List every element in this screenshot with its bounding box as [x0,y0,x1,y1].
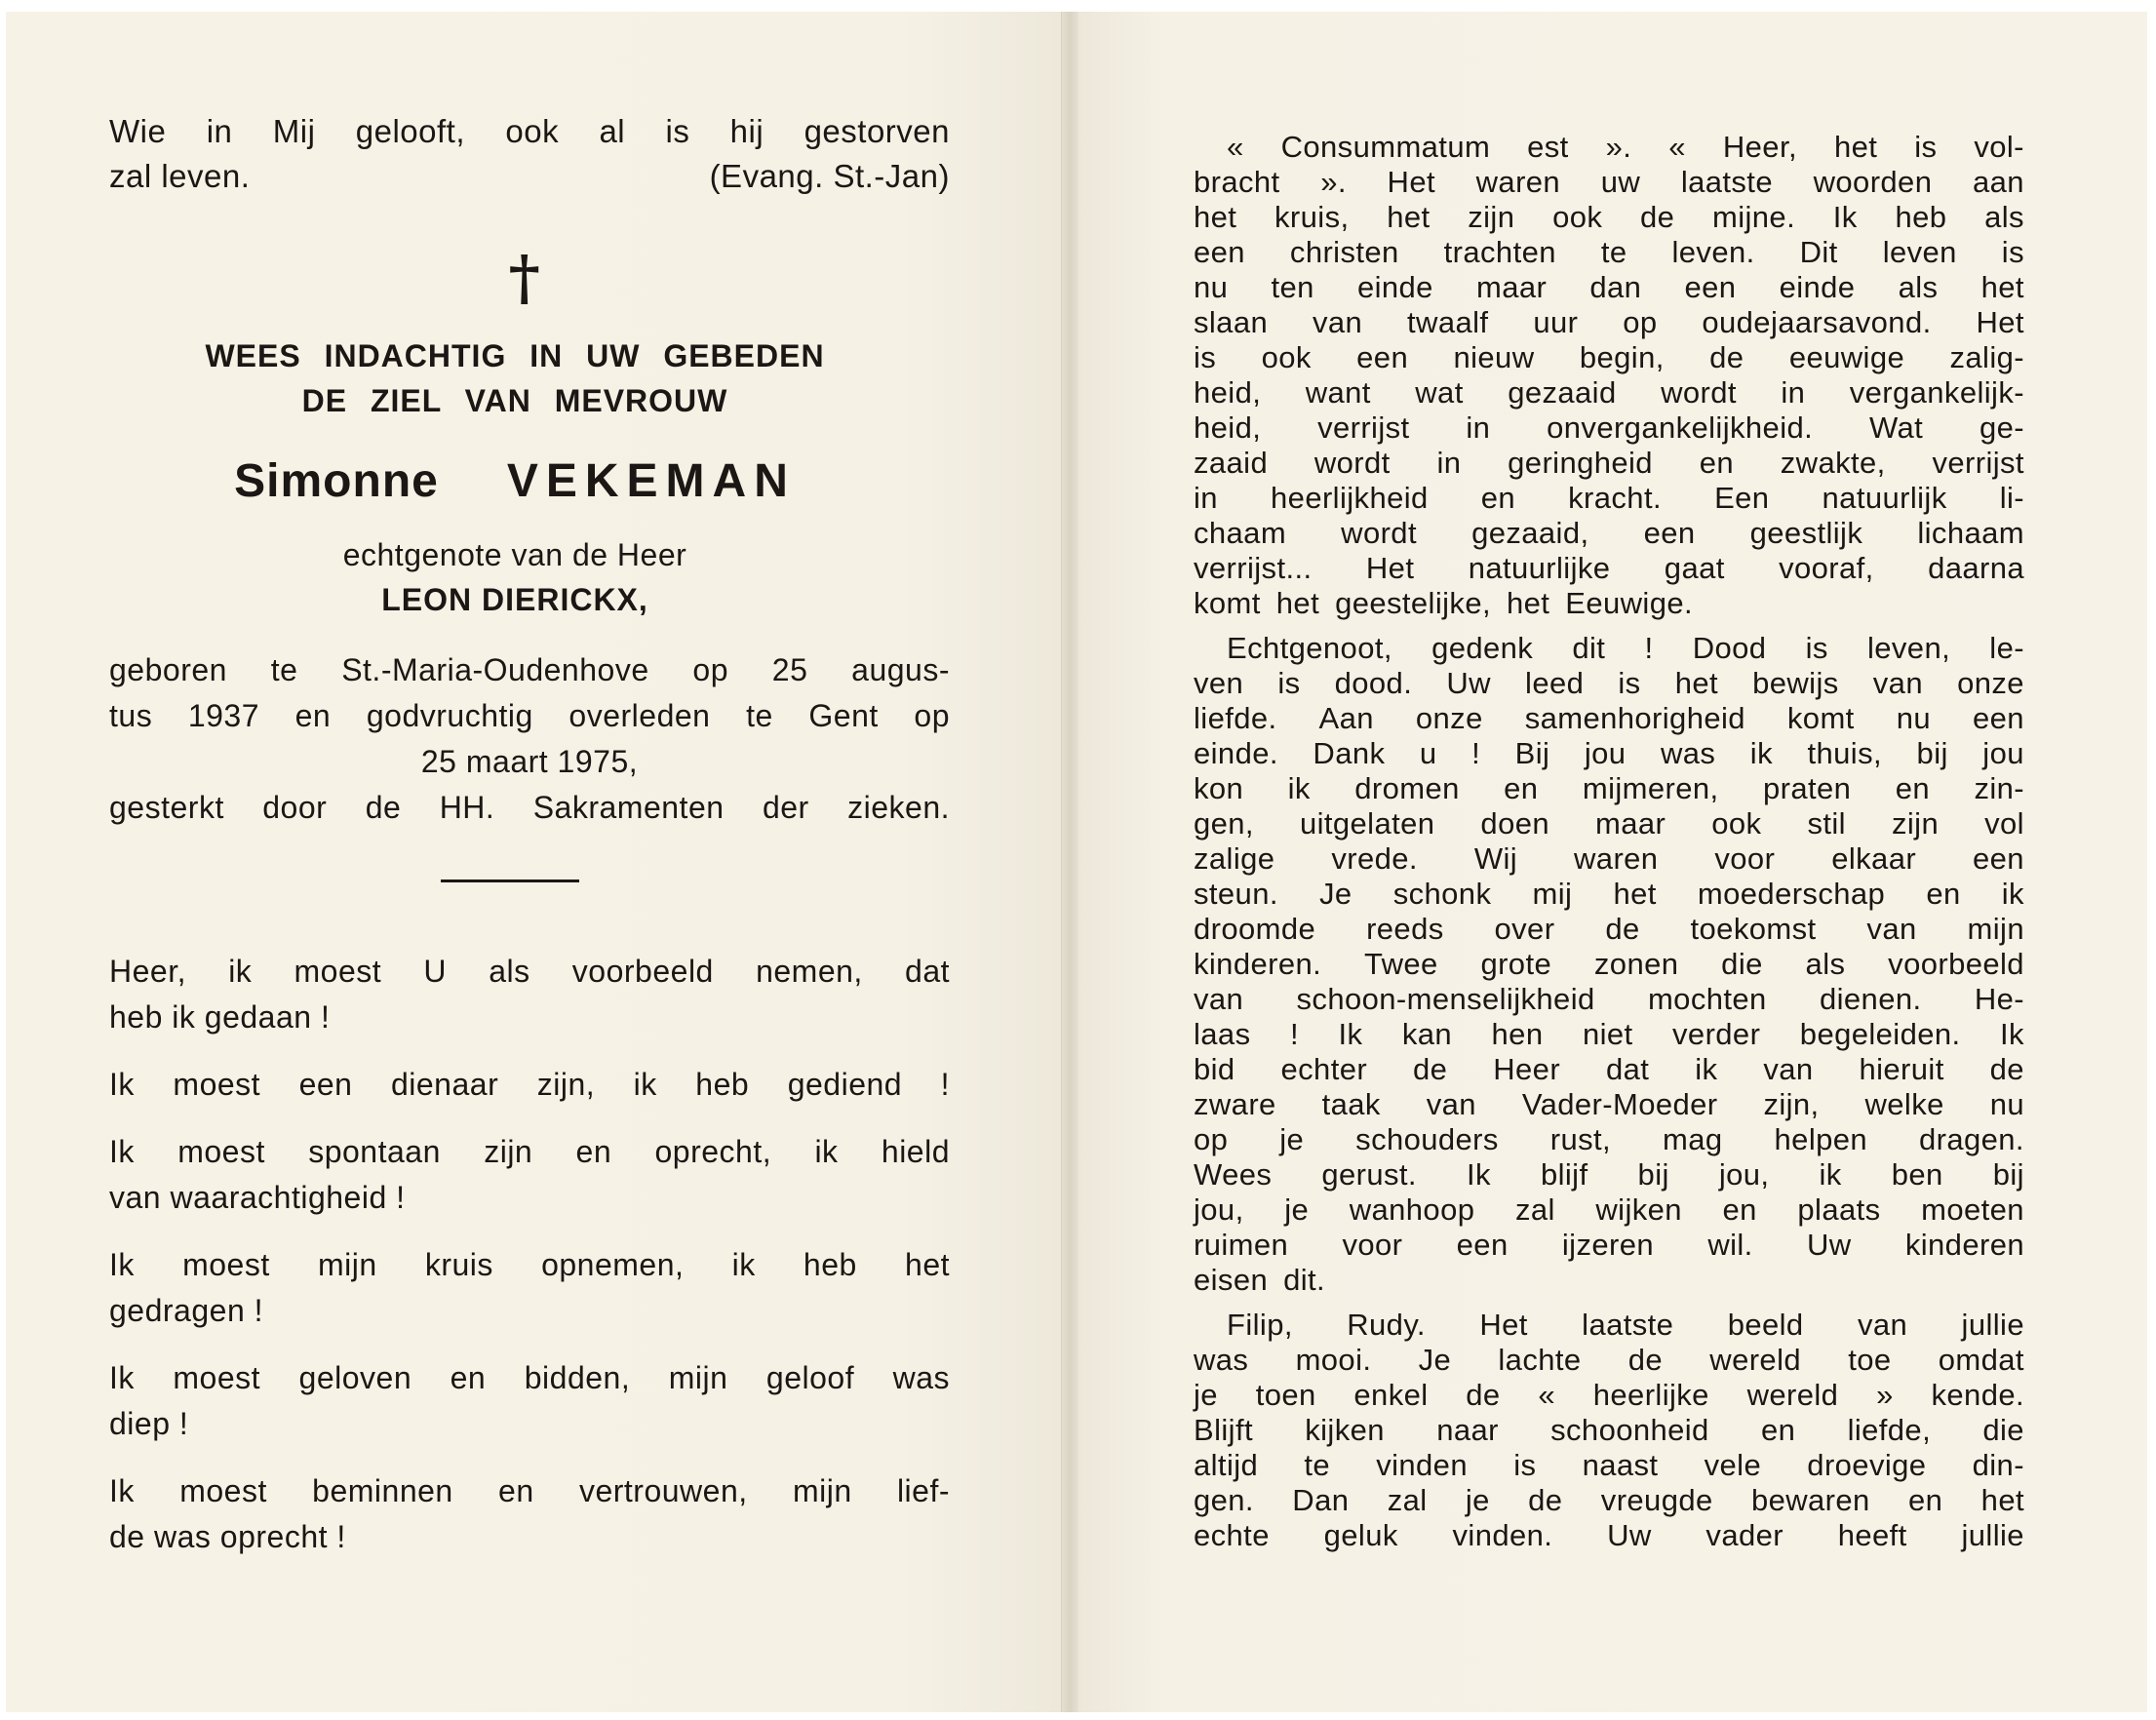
paragraph-line: Wees gerust. Ik blijf bij jou, ik ben bij [1194,1157,2024,1192]
paragraph-line: verrijst... Het natuurlijke gaat vooraf, daarna [1194,551,2024,585]
bible-verse-line-1: Wie in Mij gelooft, ook al is hij gestorven [109,113,950,149]
paragraph-line: « Consummatum est ». « Heer, het is vol- [1227,130,2024,164]
prayer-list [109,949,950,1560]
paragraph-line: kon ik dromen en mijmeren, praten en zin- [1194,771,2024,805]
deceased-last-name: VEKEMAN [506,455,796,507]
paragraph-line: een christen trachten te leven. Dit leven is [1194,235,2024,269]
heading-line-1: WEES INDACHTIG IN UW GEBEDEN [205,338,825,373]
prayer-line: Ik moest geloven en bidden, mijn geloof was [109,1360,950,1395]
paragraph-line: je toen enkel de « heerlijke wereld » kende. [1194,1378,2024,1412]
divider-line [441,880,579,882]
deceased-name [80,452,950,511]
prayer-line: diep ! [109,1406,189,1441]
paragraph-line: is ook een nieuw begin, de eeuwige zalig- [1194,340,2024,374]
paragraph-line: heid, verrijst in onvergankelijkheid. Wat ge- [1194,410,2024,445]
paragraph-line: einde. Dank u ! Bij jou was ik thuis, bij jou [1194,736,2024,770]
bio-line: tus 1937 en godvruchtig overleden te Gent op [109,698,950,733]
paragraph-line: Echtgenoot, gedenk dit ! Dood is leven, le- [1227,631,2024,665]
prayer-line: gedragen ! [109,1293,264,1328]
bio-line: geboren te St.-Maria-Oudenhove op 25 augus- [109,652,950,687]
heading-line-2: DE ZIEL VAN MEVROUW [301,383,728,418]
bio-line: 25 maart 1975, [420,744,639,779]
paragraph-line: laas ! Ik kan hen niet verder begeleiden. Ik [1194,1017,2024,1051]
paragraph-line: het kruis, het zijn ook de mijne. Ik heb als [1194,200,2024,234]
paragraph-line: jou, je wanhoop zal wijken en plaats moeten [1194,1192,2024,1227]
card-fold [1061,12,1080,1712]
paragraph-line: zware taak van Vader-Moeder zijn, welke nu [1194,1087,2024,1121]
paragraph-line: slaan van twaalf uur op oudejaarsavond. Het [1194,305,2024,339]
paragraph [1194,1308,2024,1553]
paragraph-line: nu ten einde maar dan een einde als het [1194,270,2024,304]
paragraph-line: was mooi. Je lachte de wereld toe omdat [1194,1343,2024,1377]
bible-verse-line-2 [109,154,950,199]
bible-verse-source: (Evang. St.-Jan) [709,158,950,194]
prayer-item [109,1242,950,1334]
paragraph-line: droomde reeds over de toekomst van mijn [1194,912,2024,946]
prayer-item [109,1468,950,1560]
cross-icon: † [508,242,541,313]
prayer-line: heb ik gedaan ! [109,999,331,1035]
paragraph [1194,130,2024,621]
paragraph-line: ruimen voor een ijzeren wil. Uw kinderen [1194,1228,2024,1262]
left-page-content [109,109,950,1582]
paragraph-line: ven is dood. Uw leed is het bewijs van onze [1194,666,2024,700]
paragraph-line: chaam wordt gezaaid, een geestlijk lichaam [1194,516,2024,550]
paragraph-line: altijd te vinden is naast vele droevige din- [1194,1448,2024,1482]
paragraph-line: komt het geestelijke, het Eeuwige. [1194,586,1694,620]
paragraph-line: echte geluk vinden. Uw vader heeft jullie [1194,1518,2024,1552]
prayer-item [109,1129,950,1221]
spouse-name: LEON DIERICKX, [381,582,648,617]
prayer-line: Ik moest een dienaar zijn, ik heb gediend ! [109,1067,950,1102]
biography [109,647,950,831]
paragraph-line: zaaid wordt in geringheid en zwakte, verrijst [1194,446,2024,480]
bible-verse-text: zal leven. [109,158,251,194]
paragraph-line: gen. Dan zal je de vreugde bewaren en het [1194,1483,2024,1517]
spouse-intro: echtgenote van de Heer [342,537,687,572]
deceased-first-name: Simonne [234,455,439,507]
prayer-item [109,949,950,1040]
paragraph-line: gen, uitgelaten doen maar ook stil zijn vol [1194,806,2024,840]
paragraph-line: liefde. Aan onze samenhorigheid komt nu een [1194,701,2024,735]
paragraph-line: heid, want wat gezaaid wordt in vergankelijk- [1194,375,2024,410]
paragraph-line: op je schouders rust, mag helpen dragen. [1194,1122,2024,1156]
prayer-line: Ik moest beminnen en vertrouwen, mijn lief- [109,1473,950,1508]
prayer-line: Heer, ik moest U als voorbeeld nemen, dat [109,954,950,989]
prayer-line: Ik moest mijn kruis opnemen, ik heb het [109,1247,950,1282]
paragraph-line: steun. Je schonk mij het moederschap en ik [1194,877,2024,911]
paragraph-line: van schoon-menselijkheid mochten dienen. He- [1194,982,2024,1016]
paragraph-line: Blijft kijken naar schoonheid en liefde, die [1194,1413,2024,1447]
prayer-item [109,1062,950,1108]
paragraph-line: eisen dit. [1194,1263,1326,1297]
prayer-line: van waarachtigheid ! [109,1180,406,1215]
paragraph-line: bid echter de Heer dat ik van hieruit de [1194,1052,2024,1086]
paragraph-line: Filip, Rudy. Het laatste beeld van jullie [1227,1308,2024,1342]
paragraph-line: zalige vrede. Wij waren voor elkaar een [1194,841,2024,876]
paragraph [1194,631,2024,1298]
paragraph-line: bracht ». Het waren uw laatste woorden aan [1194,165,2024,199]
right-page-content [1194,130,2024,1563]
paragraph-line: kinderen. Twee grote zonen die als voorbeeld [1194,947,2024,981]
prayer-line: Ik moest spontaan zijn en oprecht, ik hield [109,1134,950,1169]
prayer-line: de was oprecht ! [109,1519,346,1554]
bio-line: gesterkt door de HH. Sakramenten der zieken. [109,790,950,825]
paragraph-line: in heerlijkheid en kracht. Een natuurlijk li- [1194,481,2024,515]
prayer-item [109,1355,950,1447]
